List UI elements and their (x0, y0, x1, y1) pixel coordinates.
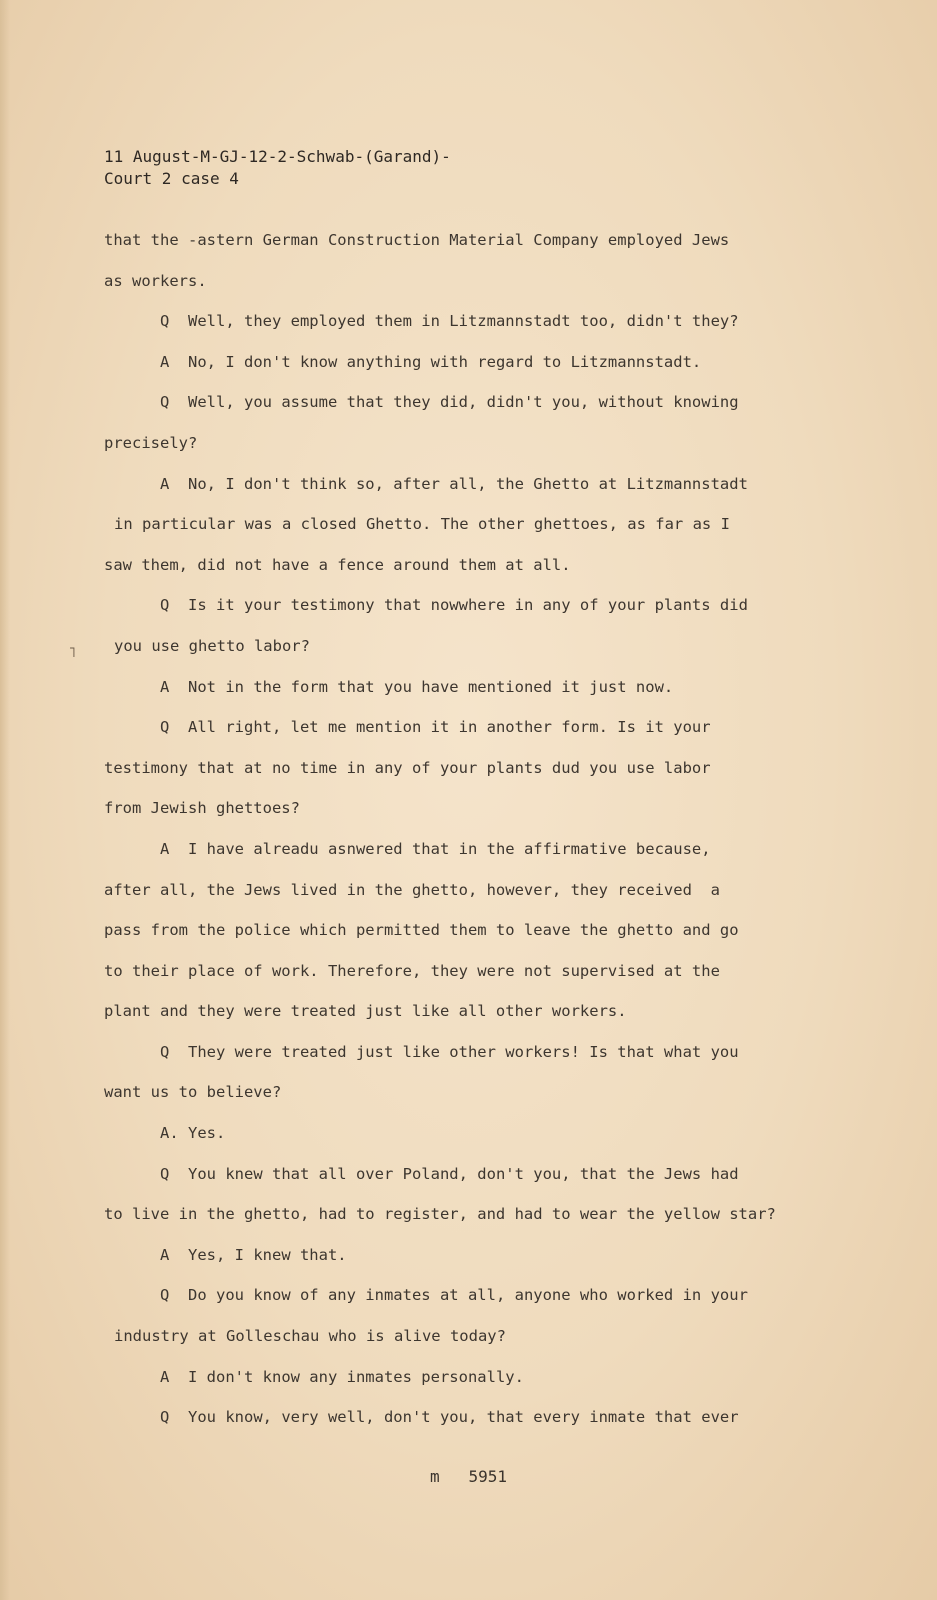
transcript-line: A. Yes. (160, 1124, 226, 1143)
document-header (104, 146, 451, 190)
transcript-line: in particular was a closed Ghetto. The other ghettoes, as far as I (114, 515, 730, 534)
transcript-line: that the -astern German Construction Material Company employed Jews (104, 231, 730, 249)
transcript-line: Q Well, they employed them in Litzmannstadt too, didn't they? (160, 312, 739, 331)
transcript-line: A I have alreadu asnwered that in the affirmative because, (160, 839, 711, 858)
transcript-line: testimony that at no time in any of your plants dud you use labor (104, 758, 711, 777)
footer-prefix: m (429, 1467, 440, 1486)
transcript-line: pass from the police which permitted them to leave the ghetto and go (104, 921, 739, 940)
header-line-2: Court 2 case 4 (104, 169, 239, 188)
page-footer (0, 1467, 937, 1486)
transcript-line: plant and they were treated just like all other workers. (104, 1002, 627, 1021)
transcript-line: to their place of work. Therefore, they were not supervised at the (104, 961, 720, 980)
transcript-line: want us to believe? (104, 1083, 282, 1102)
transcript-line: Q You know, very well, don't you, that every inmate that ever (160, 1408, 739, 1427)
transcript-line: A Yes, I knew that. (160, 1245, 347, 1264)
transcript-line: Q Is it your testimony that nowwhere in any of your plants did (160, 596, 748, 615)
transcript-line: as workers. (104, 271, 207, 290)
transcript-line: saw them, did not have a fence around them at all. (104, 555, 571, 574)
transcript-line: A Not in the form that you have mentioned it just now. (160, 677, 674, 696)
transcript-line: after all, the Jews lived in the ghetto, however, they received a (104, 880, 720, 899)
page-edge (0, 0, 10, 1600)
transcript-line: industry at Golleschau who is alive today? (114, 1327, 506, 1346)
transcript-line: Q All right, let me mention it in another form. Is it your (160, 718, 711, 737)
transcript-line: precisely? (104, 433, 198, 452)
transcript-line: A I don't know any inmates personally. (160, 1367, 524, 1386)
page-number: 5951 (468, 1467, 508, 1486)
margin-mark: ˥ (68, 645, 77, 661)
transcript-line: from Jewish ghettoes? (104, 799, 300, 818)
transcript-line: Q You knew that all over Poland, don't you, that the Jews had (160, 1164, 739, 1183)
transcript-line: you use ghetto labor? (114, 636, 310, 655)
transcript-line: Q Well, you assume that they did, didn't you, without knowing (160, 393, 739, 412)
transcript-line: Q Do you know of any inmates at all, anyone who worked in your (160, 1286, 748, 1305)
transcript-body (104, 220, 844, 1438)
transcript-line: to live in the ghetto, had to register, and had to wear the yellow star? (104, 1205, 776, 1224)
transcript-line: A No, I don't think so, after all, the Ghetto at Litzmannstadt (160, 474, 748, 493)
transcript-line: Q They were treated just like other workers! Is that what you (160, 1042, 739, 1061)
transcript-line: A No, I don't know anything with regard to Litzmannstadt. (160, 352, 702, 371)
header-line-1: 11 August-M-GJ-12-2-Schwab-(Garand)- (104, 147, 451, 166)
